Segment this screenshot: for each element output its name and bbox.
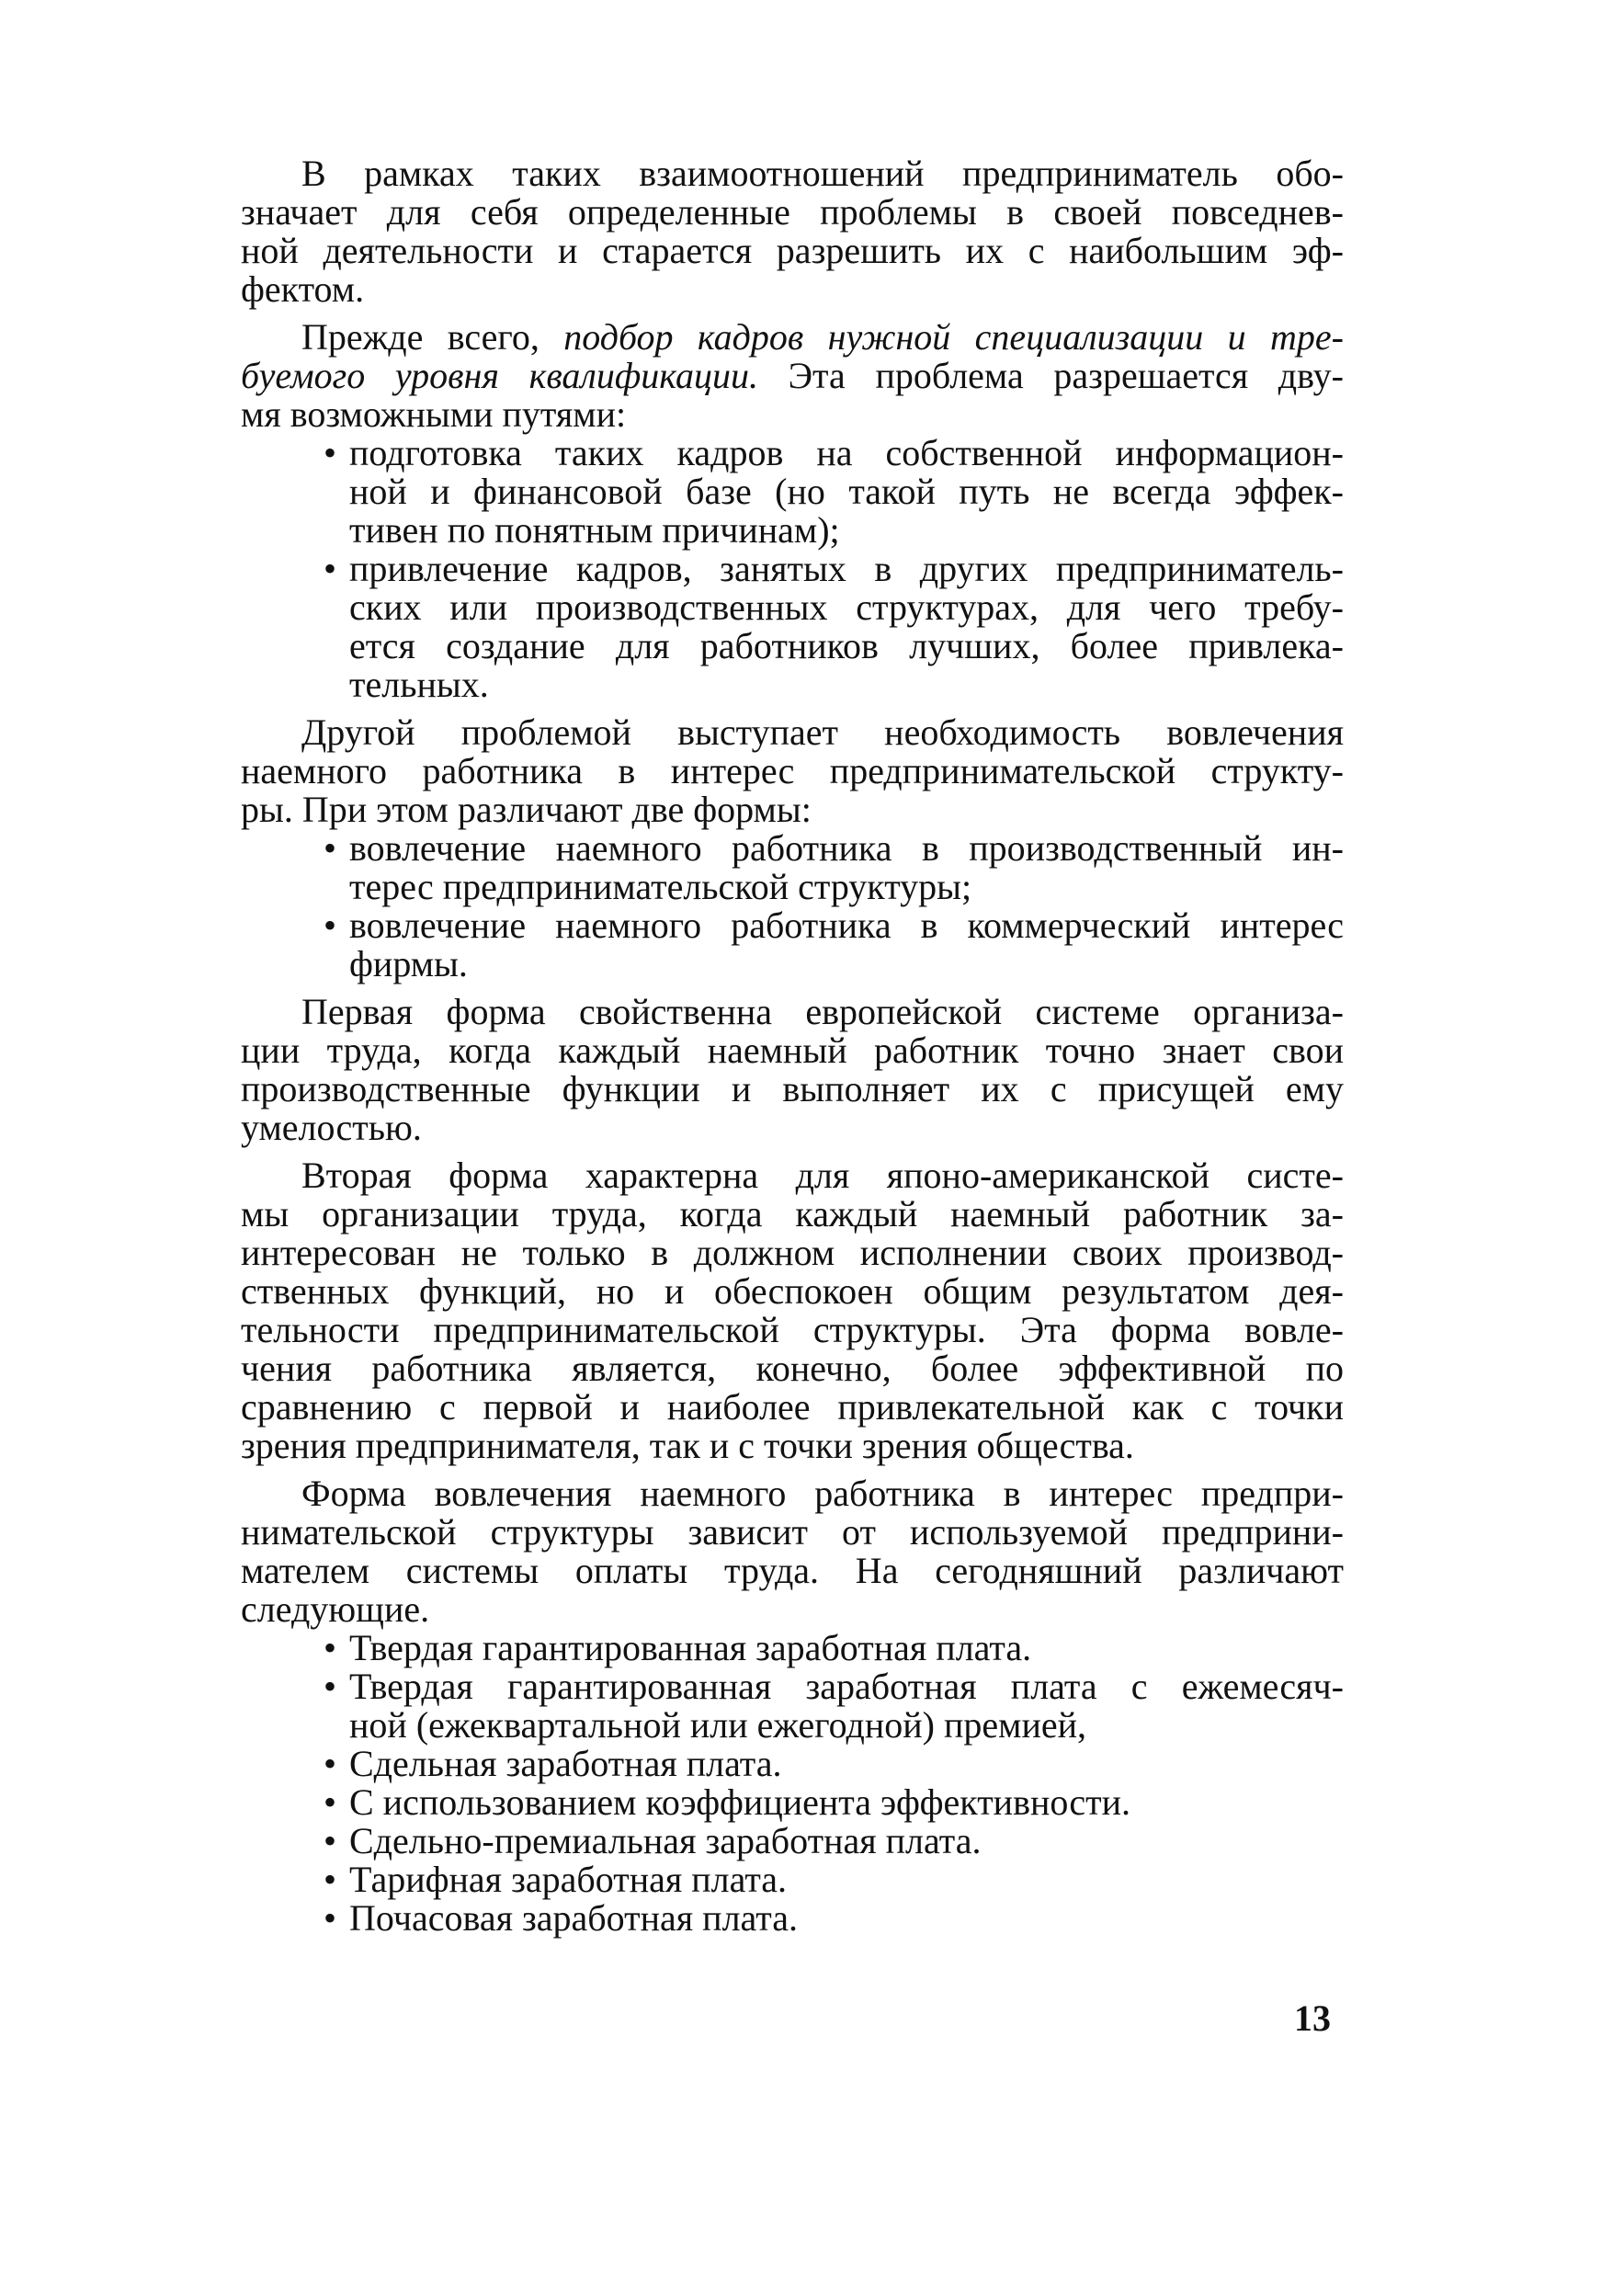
list-item [241, 550, 1344, 704]
list-item-text: Почасовая заработная плата. [349, 1897, 798, 1939]
text-line: производственные функции и выполняет их с присущей ему [241, 1068, 1344, 1109]
bullet-marker: • [324, 905, 337, 946]
text-line [241, 1745, 1344, 1783]
list-item-text: Твердая гарантированная заработная плата. [349, 1627, 1032, 1668]
bullet-marker: • [324, 1820, 337, 1861]
bullet-marker: • [324, 432, 337, 473]
text-line: зрения предпринимателя, так и с точки зрения общества. [241, 1425, 1134, 1466]
list-item-text: Сдельно-премиальная заработная плата. [349, 1820, 982, 1861]
list-item-text: С использованием коэффициента эффективности. [349, 1781, 1131, 1823]
bullet-list-2 [241, 829, 1344, 984]
bullet-marker: • [324, 1897, 337, 1939]
text-line: Вторая форма характерна для японо-американской систе- [301, 1155, 1344, 1196]
text-line: нимательской структуры зависит от используемой предприни- [241, 1511, 1344, 1553]
text-line: чения работника является, конечно, более эффективной по [241, 1348, 1344, 1389]
list-item-text: Тарифная заработная плата. [349, 1859, 788, 1900]
paragraph-6 [241, 1474, 1344, 1629]
body-text [241, 154, 1344, 1938]
text-line: наемного работника в интерес предпринимательской структу- [241, 750, 1344, 791]
text-line: В рамках таких взаимоотношений предприниматель обо- [301, 153, 1344, 194]
text-line: ется создание для работников лучших, более привлека- [349, 625, 1344, 666]
bullet-marker: • [324, 1743, 337, 1784]
text-line [241, 1667, 1344, 1706]
text-line [241, 357, 1344, 395]
text-line [241, 1822, 1344, 1860]
text-line [241, 1899, 1344, 1938]
bullet-list-1 [241, 434, 1344, 704]
text-line [241, 1860, 1344, 1899]
list-item [241, 1745, 1344, 1783]
list-item [241, 434, 1344, 550]
text-line [241, 550, 1344, 588]
bullet-list-3 [241, 1629, 1344, 1938]
list-item-text: вовлечение наемного работника в коммерческий интерес [349, 905, 1344, 946]
bullet-marker: • [324, 1627, 337, 1668]
paragraph-3 [241, 713, 1344, 829]
text-line: терес предпринимательской структуры; [349, 866, 972, 907]
text-line: ной деятельности и старается разрешить их с наибольшим эф- [241, 230, 1344, 271]
bullet-marker: • [324, 1781, 337, 1823]
list-item-text: вовлечение наемного работника в производственный ин- [349, 827, 1344, 869]
text-line [241, 1629, 1344, 1667]
text-line: ры. При этом различают две формы: [241, 789, 812, 830]
bullet-marker: • [324, 548, 337, 589]
italic-run: подбор кадров нужной специализации и тре- [563, 316, 1344, 358]
text-line [241, 829, 1344, 868]
list-item [241, 1822, 1344, 1860]
paragraph-2 [241, 318, 1344, 434]
text-line: интересован не только в должном исполнении своих производ- [241, 1232, 1344, 1273]
bullet-marker: • [324, 1666, 337, 1707]
text-line: Другой проблемой выступает необходимость вовлечения [301, 711, 1344, 753]
text-line [241, 318, 1344, 357]
text-line: ной и финансовой базе (но такой путь не всегда эффек- [349, 471, 1344, 512]
page-number: 13 [1294, 1997, 1331, 2039]
text-line: тельных. [349, 664, 489, 705]
paragraph-4 [241, 993, 1344, 1147]
text-line: Первая форма свойственна европейской системе организа- [301, 991, 1344, 1032]
text-run: Прежде всего, [301, 316, 564, 358]
text-line [241, 906, 1344, 945]
paragraph-1 [241, 154, 1344, 309]
text-line: фирмы. [349, 943, 468, 984]
text-line: ственных функций, но и обеспокоен общим результатом дея- [241, 1270, 1344, 1312]
text-line: Форма вовлечения наемного работника в интерес предпри- [301, 1473, 1344, 1514]
text-line: следующие. [241, 1588, 430, 1630]
list-item-text: привлечение кадров, занятых в других предприниматель- [349, 548, 1344, 589]
text-line: умелостью. [241, 1107, 422, 1148]
text-line: мя возможными путями: [241, 393, 627, 435]
text-line [241, 434, 1344, 472]
text-line: ских или производственных структурах, для чего требу- [349, 586, 1344, 628]
text-line: тельности предпринимательской структуры. Эта форма вовле- [241, 1309, 1344, 1350]
list-item [241, 1899, 1344, 1938]
list-item [241, 1629, 1344, 1667]
list-item-text: Твердая гарантированная заработная плата с ежемесяч- [349, 1666, 1344, 1707]
list-item-text: подготовка таких кадров на собственной информацион- [349, 432, 1344, 473]
list-item [241, 1860, 1344, 1899]
text-run: Эта проблема разрешается дву- [757, 355, 1344, 396]
text-line: тивен по понятным причинам); [349, 509, 840, 551]
text-line: мателем системы оплаты труда. На сегодняшний различают [241, 1550, 1344, 1591]
list-item-text: Сдельная заработная плата. [349, 1743, 782, 1784]
list-item [241, 1667, 1344, 1745]
list-item [241, 829, 1344, 906]
text-line: фектом. [241, 268, 365, 310]
italic-run: буемого уровня квалификации. [241, 355, 758, 396]
list-item [241, 1783, 1344, 1822]
text-line: значает для себя определенные проблемы в своей повседнев- [241, 191, 1344, 233]
text-line: мы организации труда, когда каждый наемный работник за- [241, 1193, 1344, 1235]
bullet-marker: • [324, 827, 337, 869]
text-line: ной (ежеквартальной или ежегодной) премией, [349, 1704, 1087, 1746]
text-line: сравнению с первой и наиболее привлекательной как с точки [241, 1386, 1344, 1428]
text-line [241, 1783, 1344, 1822]
list-item [241, 906, 1344, 984]
text-line: ции труда, когда каждый наемный работник точно знает свои [241, 1030, 1344, 1071]
bullet-marker: • [324, 1859, 337, 1900]
paragraph-5 [241, 1156, 1344, 1465]
